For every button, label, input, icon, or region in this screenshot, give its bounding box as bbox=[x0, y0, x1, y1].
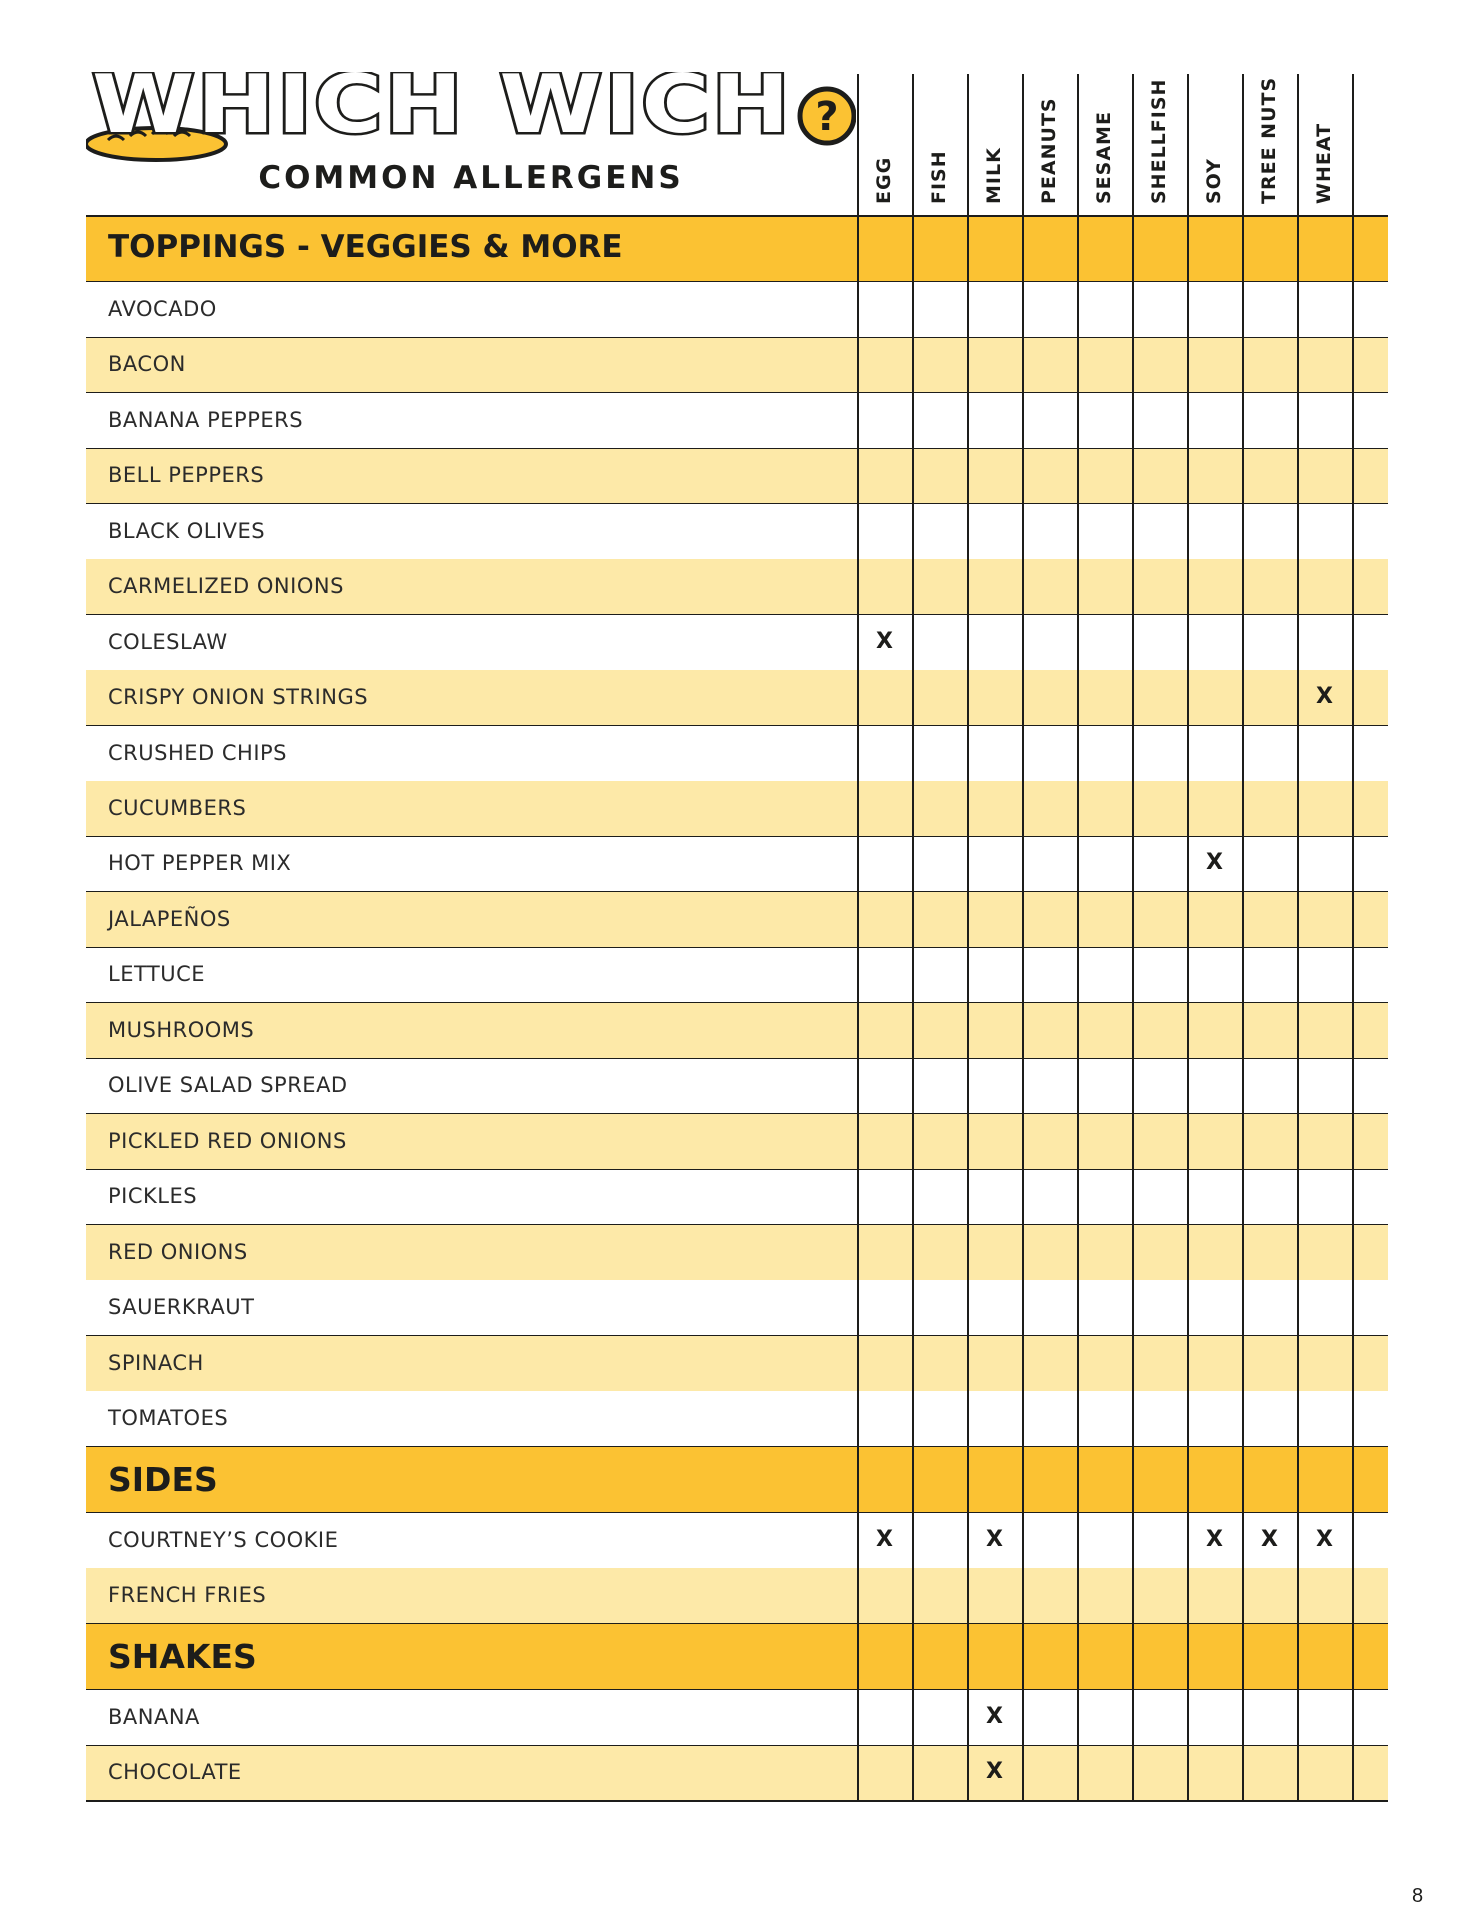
allergen-mark-milk: X bbox=[986, 1759, 1003, 1785]
column-header-shellfish: SHELLFISH bbox=[1148, 78, 1170, 204]
column-header-egg: EGG bbox=[873, 156, 895, 204]
item-name: CUCUMBERS bbox=[108, 796, 247, 821]
column-divider bbox=[1187, 74, 1189, 1801]
table-row bbox=[86, 1336, 1388, 1391]
column-divider bbox=[1132, 74, 1134, 1801]
section-header-row bbox=[86, 216, 1388, 282]
table-row bbox=[86, 726, 1388, 781]
item-name: BELL PEPPERS bbox=[108, 463, 265, 488]
table-row bbox=[86, 338, 1388, 393]
table-row bbox=[86, 1513, 1388, 1568]
page-subtitle: COMMON ALLERGENS bbox=[258, 160, 684, 196]
item-name: BACON bbox=[108, 352, 186, 377]
table-row bbox=[86, 1225, 1388, 1280]
logo-area bbox=[86, 72, 856, 212]
column-divider bbox=[912, 74, 914, 1801]
item-name: OLIVE SALAD SPREAD bbox=[108, 1073, 348, 1098]
column-header-milk: MILK bbox=[983, 147, 1005, 204]
allergen-mark-soy: X bbox=[1206, 850, 1223, 876]
section-header-row bbox=[86, 1624, 1388, 1690]
page-number: 8 bbox=[1412, 1885, 1424, 1907]
item-name: COURTNEY’S COOKIE bbox=[108, 1527, 339, 1552]
table-row bbox=[86, 1003, 1388, 1058]
column-header-sesame: SESAME bbox=[1093, 111, 1115, 204]
item-name: SAUERKRAUT bbox=[108, 1295, 255, 1320]
allergen-mark-wheat: X bbox=[1316, 1526, 1333, 1552]
logo-wordmark: WHICH WICH bbox=[92, 72, 792, 151]
column-divider bbox=[1297, 74, 1299, 1801]
item-name: MUSHROOMS bbox=[108, 1017, 255, 1042]
row-divider bbox=[86, 1800, 1388, 1802]
section-title: SIDES bbox=[108, 1459, 218, 1499]
table-row bbox=[86, 837, 1388, 892]
table-row bbox=[86, 1059, 1388, 1114]
column-divider bbox=[1022, 74, 1024, 1801]
table-row bbox=[86, 615, 1388, 670]
table-row bbox=[86, 1170, 1388, 1225]
section-title: TOPPINGS - VEGGIES & MORE bbox=[108, 229, 623, 266]
item-name: HOT PEPPER MIX bbox=[108, 851, 292, 876]
table-row bbox=[86, 504, 1388, 559]
item-name: RED ONIONS bbox=[108, 1239, 248, 1264]
item-name: TOMATOES bbox=[108, 1406, 229, 1431]
item-name: CRUSHED CHIPS bbox=[108, 740, 288, 765]
item-name: BLACK OLIVES bbox=[108, 518, 266, 543]
table-row bbox=[86, 559, 1388, 614]
column-divider bbox=[1352, 74, 1354, 1801]
column-divider bbox=[1242, 74, 1244, 1801]
table-row bbox=[86, 670, 1388, 725]
item-name: JALAPEÑOS bbox=[108, 906, 231, 931]
item-name: CARMELIZED ONIONS bbox=[108, 574, 344, 599]
item-name: PICKLED RED ONIONS bbox=[108, 1128, 347, 1153]
item-name: BANANA bbox=[108, 1704, 200, 1729]
column-divider bbox=[967, 74, 969, 1801]
table-row bbox=[86, 1568, 1388, 1623]
table-row bbox=[86, 449, 1388, 504]
table-row bbox=[86, 1746, 1388, 1801]
table-row bbox=[86, 1690, 1388, 1745]
question-mark-badge-icon bbox=[800, 89, 854, 143]
table-row bbox=[86, 948, 1388, 1003]
column-divider bbox=[1077, 74, 1079, 1801]
header-divider bbox=[86, 215, 1388, 217]
table-row bbox=[86, 892, 1388, 947]
allergen-mark-wheat: X bbox=[1316, 684, 1333, 710]
allergen-mark-egg: X bbox=[876, 1526, 893, 1552]
column-divider bbox=[857, 74, 859, 1801]
allergen-mark-egg: X bbox=[876, 628, 893, 654]
item-name: AVOCADO bbox=[108, 296, 217, 321]
item-name: BANANA PEPPERS bbox=[108, 407, 304, 432]
allergen-mark-tree-nuts: X bbox=[1261, 1526, 1278, 1552]
item-name: SPINACH bbox=[108, 1350, 204, 1375]
section-title: SHAKES bbox=[108, 1636, 257, 1676]
svg-text:?: ? bbox=[815, 94, 839, 140]
column-header-soy: SOY bbox=[1203, 158, 1225, 204]
allergen-mark-soy: X bbox=[1206, 1526, 1223, 1552]
column-header-fish: FISH bbox=[928, 150, 950, 204]
allergen-mark-milk: X bbox=[986, 1703, 1003, 1729]
column-header-wheat: WHEAT bbox=[1313, 122, 1335, 204]
item-name: COLESLAW bbox=[108, 629, 228, 654]
allergen-mark-milk: X bbox=[986, 1526, 1003, 1552]
table-row bbox=[86, 282, 1388, 337]
item-name: CHOCOLATE bbox=[108, 1760, 242, 1785]
table-row bbox=[86, 781, 1388, 836]
table-row bbox=[86, 1280, 1388, 1335]
item-name: FRENCH FRIES bbox=[108, 1583, 267, 1608]
item-name: LETTUCE bbox=[108, 962, 206, 987]
section-header-row bbox=[86, 1447, 1388, 1513]
table-row bbox=[86, 1114, 1388, 1169]
column-header-tree-nuts: TREE NUTS bbox=[1258, 76, 1280, 204]
item-name: CRISPY ONION STRINGS bbox=[108, 685, 369, 710]
table-row bbox=[86, 393, 1388, 448]
table-row bbox=[86, 1391, 1388, 1446]
column-header-peanuts: PEANUTS bbox=[1038, 97, 1060, 204]
item-name: PICKLES bbox=[108, 1184, 198, 1209]
which-wich-logo bbox=[86, 72, 856, 162]
